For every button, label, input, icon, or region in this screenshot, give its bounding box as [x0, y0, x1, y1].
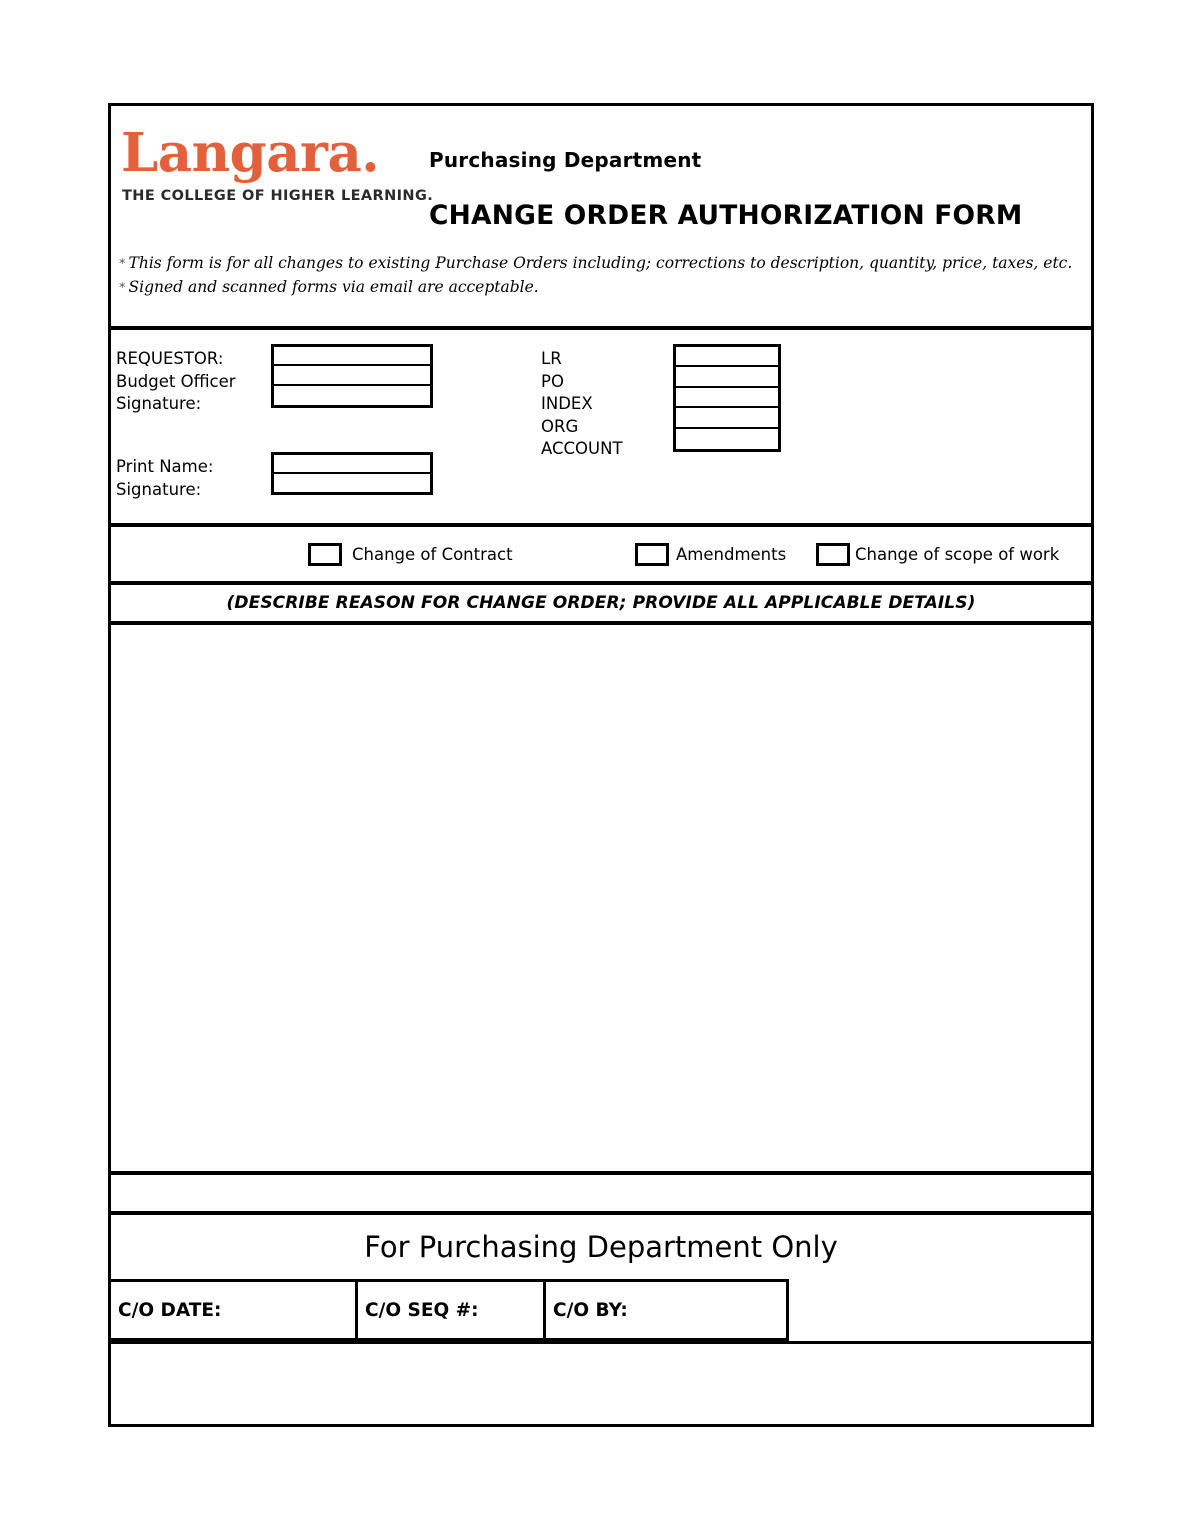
index-input[interactable] — [676, 388, 778, 408]
blank-strip — [111, 1175, 1091, 1215]
checkbox-change-of-scope-of-work[interactable] — [816, 543, 1059, 566]
po-label: PO — [541, 371, 564, 391]
personnel-section — [111, 330, 1091, 527]
checkbox-icon[interactable] — [308, 543, 342, 566]
code-labels — [541, 348, 623, 461]
checkbox-amendments[interactable] — [635, 543, 786, 566]
lr-label: LR — [541, 349, 562, 368]
asterisk-icon: * — [119, 257, 126, 272]
checkbox-change-of-contract-label: Change of Contract — [352, 545, 513, 564]
index-label: INDEX — [541, 394, 593, 413]
checkbox-icon[interactable] — [816, 543, 850, 566]
change-type-section — [111, 527, 1091, 585]
org-input[interactable] — [676, 408, 778, 428]
co-date-label: C/O DATE: — [118, 1299, 222, 1321]
langara-logo — [121, 122, 434, 204]
budget-officer-signature-label: Signature: — [116, 394, 202, 413]
form-frame — [108, 103, 1094, 1427]
purchasing-only-heading: For Purchasing Department Only — [364, 1230, 838, 1264]
purchasing-only-table — [111, 1279, 1091, 1341]
note-text-2: Signed and scanned forms via email are acceptable. — [128, 278, 539, 296]
form-header — [111, 106, 1091, 330]
checkbox-change-of-contract[interactable] — [308, 543, 513, 566]
account-input[interactable] — [676, 429, 778, 449]
checkbox-icon[interactable] — [635, 543, 669, 566]
requestor-labels — [116, 348, 236, 416]
describe-reason-banner — [111, 585, 1091, 625]
checkbox-amendments-label: Amendments — [676, 545, 787, 564]
co-seq-label: C/O SEQ #: — [365, 1299, 479, 1321]
logo-tagline: THE COLLEGE OF HIGHER LEARNING. — [122, 188, 434, 204]
print-name-field-group — [271, 452, 433, 495]
asterisk-icon: * — [119, 281, 126, 296]
requestor-field-group — [271, 344, 433, 408]
logo-wordmark: Langara. — [121, 122, 380, 184]
print-name-label: Print Name: — [116, 457, 214, 476]
checkbox-change-of-scope-of-work-label: Change of scope of work — [855, 545, 1060, 564]
print-name-signature-label: Signature: — [116, 479, 202, 499]
co-seq-cell[interactable] — [358, 1282, 546, 1338]
po-input[interactable] — [676, 367, 778, 387]
note-text-1: This form is for all changes to existing Purchase Orders including; corrections to description, quantity, price, taxes, etc. — [128, 254, 1073, 272]
print-name-labels — [116, 456, 213, 501]
budget-officer-label: Budget Officer — [116, 371, 236, 391]
budget-officer-signature-input[interactable] — [274, 386, 430, 405]
note-line-1 — [119, 252, 1087, 276]
budget-officer-input[interactable] — [274, 366, 430, 385]
footer-blank-area — [111, 1341, 1091, 1423]
requestor-label: REQUESTOR: — [116, 349, 224, 368]
print-name-signature-input[interactable] — [274, 474, 430, 493]
lr-input[interactable] — [676, 347, 778, 367]
page-title: CHANGE ORDER AUTHORIZATION FORM — [429, 200, 1023, 231]
describe-reason-textarea[interactable] — [111, 625, 1091, 1175]
co-date-cell[interactable] — [111, 1282, 358, 1338]
department-title: Purchasing Department — [429, 148, 702, 172]
header-titles — [429, 148, 1022, 231]
purchasing-only-heading-row — [111, 1215, 1091, 1279]
print-name-input[interactable] — [274, 455, 430, 474]
table-row — [108, 1279, 789, 1341]
co-by-label: C/O BY: — [553, 1299, 628, 1321]
org-label: ORG — [541, 416, 579, 436]
describe-reason-banner-text: (DESCRIBE REASON FOR CHANGE ORDER; PROVIDE ALL APPLICABLE DETAILS) — [226, 593, 976, 613]
account-label: ACCOUNT — [541, 439, 623, 458]
form-notes — [119, 252, 1087, 300]
co-by-cell[interactable] — [546, 1282, 786, 1338]
note-line-2 — [119, 276, 1087, 300]
requestor-input[interactable] — [274, 347, 430, 366]
code-field-group — [673, 344, 781, 452]
